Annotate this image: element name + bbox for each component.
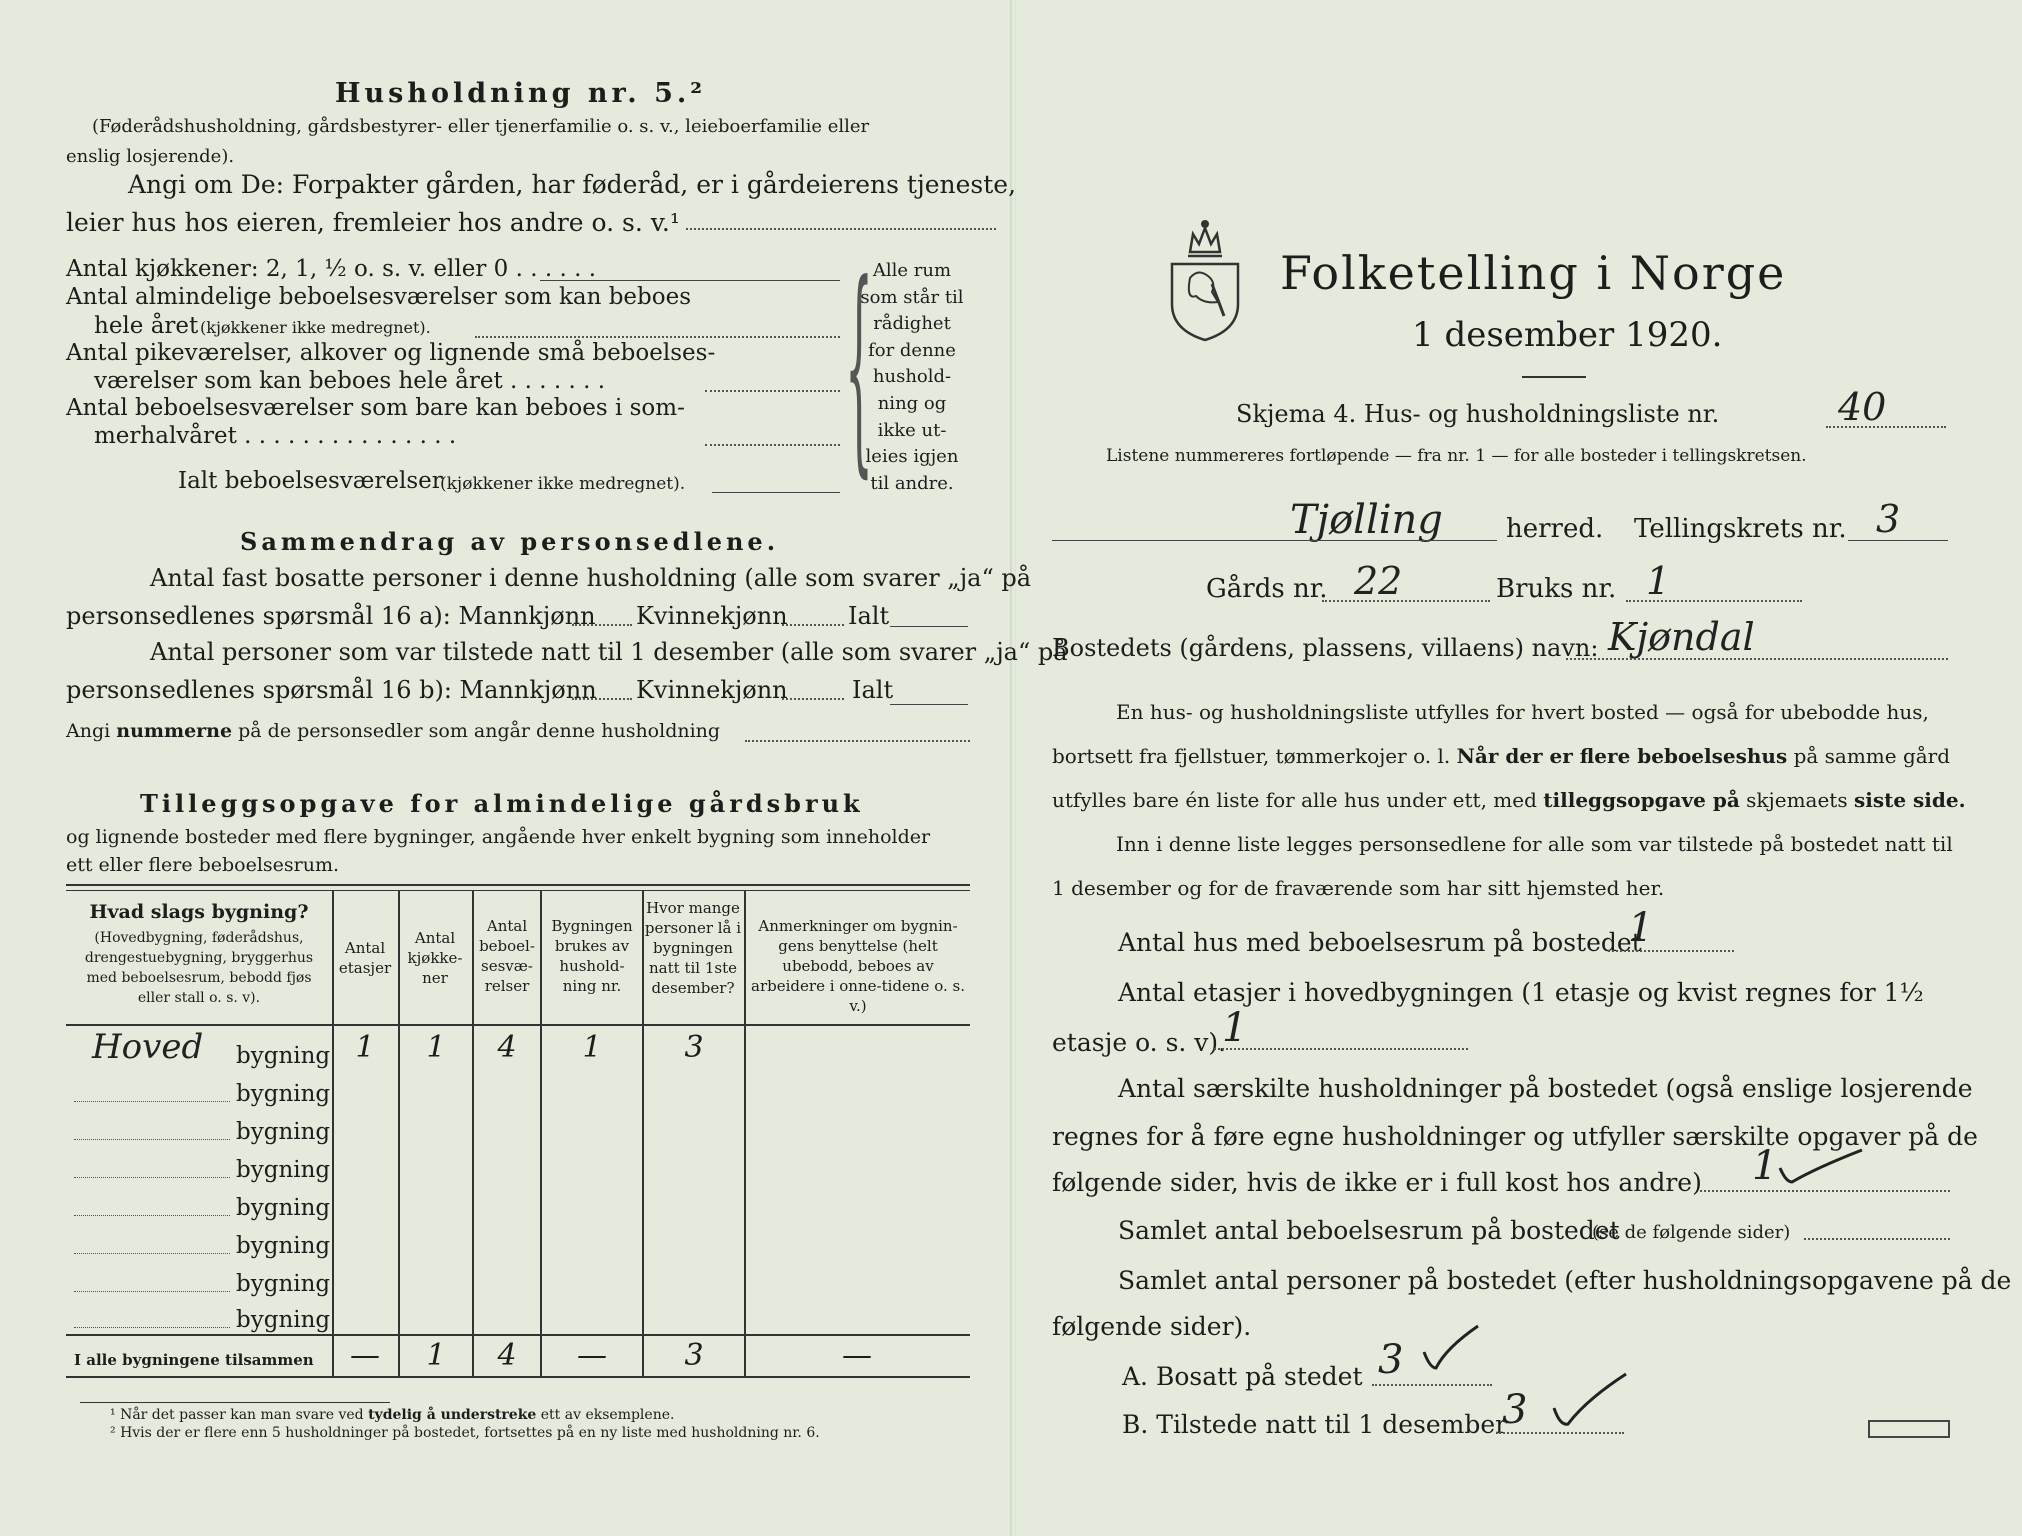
summary-p1-line-2: personsedlenes spørsmål 16 a): Mannkjønn bbox=[66, 602, 596, 630]
instructions-line-2: bortsett fra fjellstuer, tømmerkojer o. l. Når der er flere beboelseshus på samme gård bbox=[1052, 744, 1951, 768]
row-3-label: bygning bbox=[236, 1119, 331, 1145]
present-line bbox=[1496, 1432, 1624, 1434]
supplement-title: Tilleggsopgave for almindelige gårdsbruk bbox=[140, 789, 864, 818]
households-line-3: følgende sider, hvis de ikke er i full kost hos andre) bbox=[1052, 1168, 1702, 1197]
ordinary-rooms-answer-line bbox=[475, 336, 840, 338]
instructions-line-1: En hus- og husholdningsliste utfylles for hvert bosted — også for ubebodde hus, bbox=[1116, 700, 1929, 724]
floors-value: 1 bbox=[1222, 1005, 1248, 1051]
present-label: B. Tilstede natt til 1 desember bbox=[1122, 1410, 1508, 1439]
summer-rooms-answer-line bbox=[705, 444, 840, 446]
col-building-type-sub: (Hovedbygning, føderådshus, drengestuebygning, bryggerhus med beboelsesrum, bebodd fjøs eller stall o. s. v). bbox=[84, 930, 314, 1006]
floors-line-2: etasje o. s. v). bbox=[1052, 1028, 1227, 1057]
tenure-answer-line bbox=[686, 228, 996, 230]
row-1-persons: 3 bbox=[684, 1030, 704, 1065]
row-1-household: 1 bbox=[582, 1030, 602, 1065]
kitchens-answer-line bbox=[540, 280, 840, 281]
row-8-label: bygning bbox=[236, 1307, 331, 1333]
row-1-label: bygning bbox=[236, 1043, 331, 1069]
summary-p2-line-1: Antal personer som var tilstede natt til 1 desember (alle som svarer „ja“ på bbox=[150, 638, 1068, 666]
gards-label: Gårds nr. bbox=[1206, 574, 1328, 604]
ordinary-rooms-note: (kjøkkener ikke medregnet). bbox=[200, 318, 431, 337]
resident-female-line bbox=[782, 624, 844, 626]
title-rule bbox=[1522, 376, 1586, 378]
row-3-name-line bbox=[74, 1139, 230, 1140]
resident-total-line bbox=[890, 626, 968, 627]
total-row-label: I alle bygningene tilsammen bbox=[74, 1351, 314, 1369]
instructions-line-5: 1 desember og for de fraværende som har sitt hjemsted her. bbox=[1052, 876, 1665, 900]
summer-rooms-label-2: merhalvåret . . . . . . . . . . . . . . . bbox=[94, 423, 457, 449]
krets-value: 3 bbox=[1876, 497, 1901, 541]
schema-number: 40 bbox=[1838, 385, 1887, 429]
footnote-1: ¹ Når det passer kan man svare ved tydelig å understreke ett av eksemplene. bbox=[110, 1407, 675, 1423]
household-title: Husholdning nr. 5.² bbox=[335, 78, 707, 109]
form-date: 1 desember 1920. bbox=[1412, 315, 1723, 355]
total-rooms: 4 bbox=[497, 1338, 517, 1373]
numbering-note: Listene nummereres fortløpende — fra nr. 1 — for alle bosteder i tellingskretsen. bbox=[1106, 446, 1807, 466]
form-title: Folketelling i Norge bbox=[1280, 246, 1787, 300]
rooms-total-note: (se de følgende sider) bbox=[1592, 1222, 1791, 1243]
row-6-name-line bbox=[74, 1253, 230, 1254]
resident-total-label: Ialt bbox=[848, 602, 890, 630]
summary-p1-line-1: Antal fast bosatte personer i denne husholdning (alle som svarer „ja“ på bbox=[150, 564, 1032, 592]
row-7-name-line bbox=[74, 1291, 230, 1292]
present-total-label: Ialt bbox=[852, 676, 894, 704]
bruks-label: Bruks nr. bbox=[1496, 574, 1617, 604]
gards-value: 22 bbox=[1354, 559, 1403, 603]
maid-rooms-label-2: værelser som kan beboes hele året . . . . . . . bbox=[94, 368, 606, 394]
floors-line-1: Antal etasjer i hovedbygningen (1 etasje og kvist regnes for 1½ bbox=[1118, 978, 1924, 1007]
col-kitchens: Antal kjøkke-ner bbox=[407, 929, 463, 987]
total-rooms-answer-line bbox=[712, 492, 840, 493]
row-8-name-line bbox=[74, 1327, 230, 1328]
krets-label: Tellingskrets nr. bbox=[1634, 514, 1847, 544]
col-household-no: Bygningen brukes av hushold-ning nr. bbox=[551, 917, 633, 995]
summary-p2-line-2: personsedlenes spørsmål 16 b): Mannkjønn bbox=[66, 676, 597, 704]
households-line-1: Antal særskilte husholdninger på bostedet (også enslige losjerende bbox=[1118, 1074, 1973, 1103]
present-female-line bbox=[782, 698, 844, 700]
krets-line bbox=[1848, 540, 1948, 541]
rooms-total-label: Samlet antal beboelsesrum på bostedet bbox=[1118, 1216, 1620, 1245]
bosted-value: Kjøndal bbox=[1608, 615, 1755, 659]
footnote-rule bbox=[80, 1402, 390, 1403]
gards-line bbox=[1322, 600, 1490, 602]
maid-rooms-answer-line bbox=[705, 390, 840, 392]
houses-value: 1 bbox=[1628, 905, 1654, 951]
tenure-question-1: Angi om De: Forpakter gården, har føderåd, er i gårdeierens tjeneste, bbox=[128, 170, 1017, 199]
col-building-type-title: Hvad slags bygning? bbox=[89, 901, 309, 923]
rooms-brace: { bbox=[845, 239, 873, 500]
ordinary-rooms-label-2: hele året bbox=[94, 313, 199, 339]
rooms-total-line bbox=[1804, 1238, 1950, 1240]
present-value: 3 bbox=[1502, 1387, 1528, 1433]
household-note-2: enslig losjerende). bbox=[66, 146, 235, 167]
households-answer-line bbox=[1700, 1190, 1950, 1192]
persons-line-1: Samlet antal personer på bostedet (efter husholdningsopgavene på de bbox=[1118, 1266, 2012, 1295]
instructions-line-4: Inn i denne liste legges personsedlene for alle som var tilstede på bostedet natt til bbox=[1116, 832, 1953, 856]
kitchens-label: Antal kjøkkener: 2, 1, ½ o. s. v. eller 0 . . . . . . bbox=[66, 256, 597, 282]
total-rooms-note: (kjøkkener ikke medregnet). bbox=[440, 474, 686, 494]
household-note-1: (Føderådshusholdning, gårdsbestyrer- eller tjenerfamilie o. s. v., leieboerfamilie eller bbox=[92, 116, 870, 137]
summary-title: Sammendrag av personsedlene. bbox=[240, 527, 780, 556]
houses-label: Antal hus med beboelsesrum på bostedet bbox=[1118, 928, 1642, 957]
houses-line bbox=[1608, 950, 1734, 952]
schema-number-line bbox=[1826, 426, 1946, 428]
row-5-name-line bbox=[74, 1215, 230, 1216]
row-2-name-line bbox=[74, 1101, 230, 1102]
bosted-line bbox=[1566, 658, 1948, 660]
total-floors: — bbox=[350, 1338, 380, 1373]
resident-female-label: Kvinnekjønn bbox=[636, 602, 788, 630]
row-2-label: bygning bbox=[236, 1081, 331, 1107]
total-remarks: — bbox=[842, 1338, 872, 1373]
present-checkmark-icon bbox=[1550, 1370, 1630, 1432]
resident-male-line bbox=[572, 624, 632, 626]
total-rooms-label: Ialt beboelsesværelser bbox=[178, 468, 443, 494]
households-value: 1 bbox=[1752, 1143, 1778, 1189]
herred-label: herred. bbox=[1506, 514, 1604, 544]
page-fold bbox=[1010, 0, 1016, 1536]
present-total-line bbox=[890, 704, 968, 705]
numbers-answer-line bbox=[745, 740, 970, 742]
rooms-side-note: Alle rum som står til rådighet for denne hushold- ning og ikke ut- leies igjen til andre. bbox=[860, 260, 964, 494]
present-male-line bbox=[572, 698, 632, 700]
row-1-rooms: 4 bbox=[497, 1030, 517, 1065]
resident-line bbox=[1372, 1384, 1492, 1386]
total-household: — bbox=[577, 1338, 607, 1373]
row-5-label: bygning bbox=[236, 1195, 331, 1221]
numbers-prompt: Angi nummerne på de personsedler som angår denne husholdning bbox=[66, 720, 721, 742]
persons-line-2: følgende sider). bbox=[1052, 1312, 1252, 1341]
resident-value: 3 bbox=[1378, 1337, 1404, 1383]
printer-stamp bbox=[1868, 1420, 1950, 1438]
row-6-label: bygning bbox=[236, 1233, 331, 1259]
present-female-label: Kvinnekjønn bbox=[636, 676, 788, 704]
maid-rooms-label-1: Antal pikeværelser, alkover og lignende små beboelses- bbox=[66, 340, 716, 366]
bosted-label: Bostedets (gårdens, plassens, villaens) navn: bbox=[1052, 634, 1599, 662]
bruks-line bbox=[1626, 600, 1802, 602]
col-floors: Antal etasjer bbox=[338, 939, 392, 977]
herred-value: Tjølling bbox=[1290, 497, 1443, 543]
total-kitchens: 1 bbox=[426, 1338, 446, 1373]
col-persons: Hvor mange personer lå i bygningen natt til 1ste desember? bbox=[644, 899, 742, 997]
ordinary-rooms-label-1: Antal almindelige beboelsesværelser som kan beboes bbox=[66, 284, 692, 310]
schema-label: Skjema 4. Hus- og husholdningsliste nr. bbox=[1236, 400, 1720, 428]
total-persons: 3 bbox=[684, 1338, 704, 1373]
bruks-value: 1 bbox=[1646, 559, 1671, 603]
row-4-label: bygning bbox=[236, 1157, 331, 1183]
summer-rooms-label-1: Antal beboelsesværelser som bare kan beboes i som- bbox=[66, 395, 685, 421]
col-rooms: Antal beboel-sesvæ-relser bbox=[479, 917, 535, 995]
resident-checkmark-icon bbox=[1420, 1322, 1482, 1374]
norwegian-coat-of-arms-icon bbox=[1160, 212, 1250, 344]
tenure-question-2: leier hus hos eieren, fremleier hos andre o. s. v.¹ bbox=[66, 208, 680, 237]
row-1-building-name: Hoved bbox=[92, 1027, 204, 1067]
col-remarks: Anmerkninger om bygnin-gens benyttelse (helt ubebodd, beboes av arbeidere i onne-tidene o. s. v.) bbox=[751, 917, 965, 1015]
row-1-floors: 1 bbox=[355, 1030, 375, 1065]
supplement-sub-1: og lignende bosteder med flere bygninger, angående hver enkelt bygning som inneholder bbox=[66, 826, 931, 848]
instructions-line-3: utfylles bare én liste for alle hus under ett, med tilleggsopgave på skjemaets siste side. bbox=[1052, 788, 1966, 812]
floors-answer-line bbox=[1214, 1048, 1468, 1050]
resident-label: A. Bosatt på stedet bbox=[1122, 1362, 1363, 1391]
footnote-2: ² Hvis der er flere enn 5 husholdninger på bostedet, fortsettes på en ny liste med husholdning nr. 6. bbox=[110, 1425, 820, 1441]
row-1-kitchens: 1 bbox=[426, 1030, 446, 1065]
row-7-label: bygning bbox=[236, 1271, 331, 1297]
row-4-name-line bbox=[74, 1177, 230, 1178]
herred-line bbox=[1052, 540, 1497, 541]
households-line-2: regnes for å føre egne husholdninger og utfyller særskilte opgaver på de bbox=[1052, 1122, 1978, 1151]
supplement-sub-2: ett eller flere beboelsesrum. bbox=[66, 854, 340, 876]
households-checkmark-icon bbox=[1776, 1148, 1866, 1188]
